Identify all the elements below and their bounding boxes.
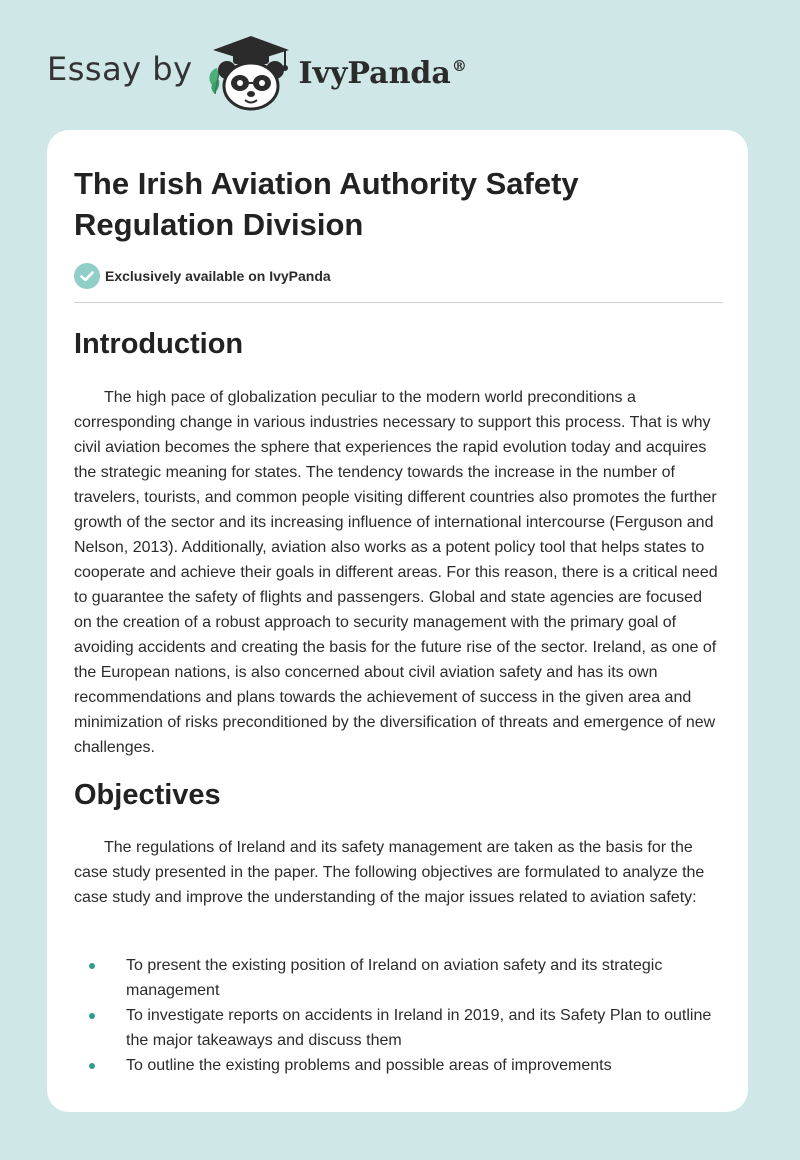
bullet-dot-icon (89, 1063, 95, 1069)
list-item-text: To outline the existing problems and possible areas of improvements (126, 1057, 612, 1074)
list-item (74, 1003, 723, 1053)
bullet-dot-icon (89, 963, 95, 969)
introduction-paragraph: The high pace of globalization peculiar to the modern world preconditions a corresponding change in various industries necessary to support this process. That is why civil aviation becomes the sphere that experiences the rapid evolution today and acquires the strategic meaning for states. The tendency towards the increase in the number of travelers, tourists, and common people visiting different countries also promotes the further growth of the sector and its increasing influence of international intercourse (Ferguson and Nelson, 2013). Additionally, aviation also works as a potent policy tool that helps states to cooperate and achieve their goals in different areas. For this reason, there is a critical need to guarantee the safety of flights and passengers. Global and state agencies are focused on the creation of a robust approach to security management with the primary goal of avoiding accidents and creating the basis for the future rise of the sector. Ireland, as one of the European nations, is also concerned about civil aviation safety and has its own recommendations and plans towards the achievement of success in the given area and minimization of risks preconditioned by the diversification of threats and emergence of new challenges. (74, 389, 718, 756)
section-heading-introduction: Introduction (74, 328, 244, 360)
list-item (74, 953, 723, 1003)
bullet-dot-icon (89, 1013, 95, 1019)
site-header (47, 32, 467, 112)
essay-card (47, 130, 748, 1112)
list-item-text: To present the existing position of Ireland on aviation safety and its strategic management (126, 957, 663, 999)
section-heading-objectives: Objectives (74, 779, 221, 811)
exclusive-badge (74, 263, 331, 289)
list-item-text: To investigate reports on accidents in Ireland in 2019, and its Safety Plan to outline the major takeaways and discuss them (126, 1007, 712, 1049)
badge-label: Exclusively available on IvyPanda (105, 268, 331, 284)
page-title: The Irish Aviation Authority Safety Regulation Division (74, 166, 579, 242)
essay-by-label: Essay by (47, 50, 193, 88)
objectives-paragraph: The regulations of Ireland and its safety management are taken as the basis for the case study presented in the paper. The following objectives are formulated to analyze the case study and improve the understanding of the major issues related to aviation safety: (74, 839, 705, 906)
registered-mark: ® (451, 56, 467, 75)
divider (74, 302, 723, 303)
brand-name[interactable]: IvyPanda® (298, 55, 467, 91)
check-circle-icon (74, 263, 100, 289)
list-item (74, 1053, 723, 1078)
objectives-list (74, 953, 723, 1078)
panda-graduate-icon[interactable] (205, 32, 297, 112)
